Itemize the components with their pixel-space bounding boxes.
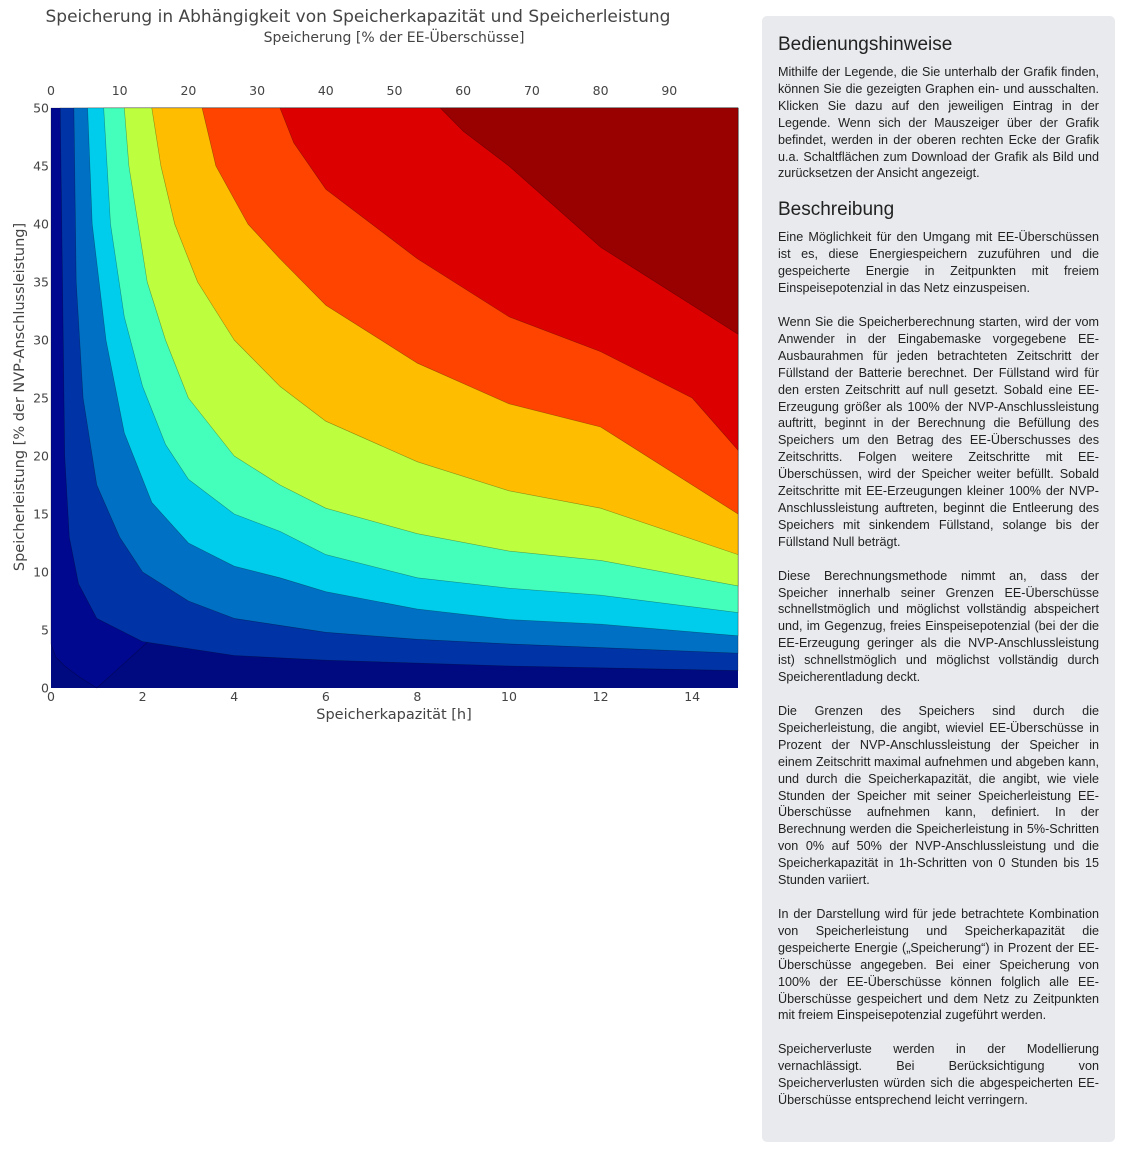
colorbar-tick-label: 0: [47, 83, 55, 98]
colorbar-ticks: [47, 83, 677, 98]
x-tick-label: 4: [230, 689, 239, 704]
contour-chart[interactable]: [0, 0, 755, 730]
x-tick-label: 12: [592, 689, 609, 704]
colorbar-tick-label: 80: [592, 83, 609, 98]
y-tick-label: 10: [33, 564, 49, 580]
y-tick-label: 5: [41, 622, 49, 638]
chart-title: Speicherung in Abhängigkeit von Speicherkapazität und Speicherleistung: [45, 7, 671, 27]
x-axis-title: Speicherkapazität [h]: [316, 707, 472, 723]
x-axis-ticks: [47, 689, 700, 704]
colorbar-tick-label: 30: [249, 83, 266, 98]
description-heading: Beschreibung: [778, 199, 895, 221]
colorbar-tick-label: 40: [317, 83, 334, 98]
x-tick-label: 6: [321, 689, 330, 704]
x-tick-label: 8: [413, 689, 422, 704]
description-paragraph-1: Eine Möglichkeit für den Umgang mit EE-Überschüssen ist es, diese Energiespeichern zuzuführen und die gespeicherte Energie in Zeitpunkten mit freiem Einspeisepotenzial in das Netz einzuspeisen.: [778, 230, 1099, 296]
colorbar-tick-label: 50: [386, 83, 403, 98]
instructions-heading: Bedienungshinweise: [778, 34, 953, 55]
y-tick-label: 15: [33, 506, 49, 522]
description-paragraph-4: Die Grenzen des Speichers sind durch die Speicherleistung, die angibt, wieviel EE-Überschüsse in Prozent der NVP-Anschlussleistung der Speicher in einem Zeitschritt maximal aufnehmen und abgeben kann, und durch die Speicherkapazität, die angibt, wie viele Stunden der Speicher mit seiner Speicherleistung EE-Überschüsse aufnehmen kann, definiert. In der Berechnung werden die Speicherleistung in 5%-Schritten von 0% auf 50% der NVP-Anschlussleistung und die Speicherkapazität in 1h-Schritten von 0 Stunden bis 15 Stunden variiert.: [778, 704, 1099, 888]
y-tick-label: 30: [33, 332, 49, 348]
description-paragraph-3: Diese Berechnungsmethode nimmt an, dass der Speicher innerhalb seiner Grenzen EE-Überschüsse schnellstmöglich und möglichst vollständig abspeichert und, im Gegenzug, freies Einspeisepotenzial (bei der die EE-Erzeugung geringer als die NVP-Anschlussleistung ist) schnellstmöglich und möglichst vollständig durch Speicherentladung deckt.: [778, 568, 1099, 685]
y-tick-label: 0: [41, 680, 49, 696]
colorbar-tick-label: 70: [523, 83, 540, 98]
colorbar-tick-label: 90: [661, 83, 678, 98]
x-tick-label: 10: [501, 689, 517, 704]
x-tick-label: 14: [684, 689, 701, 704]
colorbar-tick-label: 60: [455, 83, 472, 98]
y-axis-title: Speicherleistung [% der NVP-Anschlussleistung]: [12, 222, 28, 572]
description-paragraph-5: In der Darstellung wird für jede betrachtete Kombination von Speicherleistung und Speicherkapazität die gespeicherte Energie („Speicherung“) in Prozent der EE-Überschüsse angegeben. Bei einer Speicherung von 100% der EE-Überschüsse können folglich alle EE-Überschüsse gespeichert und dem Netz zu Zeitpunkten mit freiem Einspeisepotenzial zugeführt werden.: [778, 906, 1099, 1023]
colorbar-tick-label: 20: [180, 83, 197, 98]
colorbar-tick-label: 10: [111, 83, 128, 98]
instructions-text: Mithilfe der Legende, die Sie unterhalb der Grafik finden, können Sie die gezeigten Graphen ein- und ausschalten. Klicken Sie dazu auf den jeweiligen Eintrag in der Legende. Wenn sich der Mauszeiger über der Grafik befindet, werden in der oberen rechten Ecke der Grafik u.a. Schaltflächen zum Download der Grafik als Bild und zurücksetzen der Ansicht angezeigt.: [778, 65, 1099, 181]
contour-bands[interactable]: [51, 108, 738, 688]
description-paragraph-6: Speicherverluste werden in der Modellierung vernachlässigt. Bei Berücksichtigung von Speicherverlusten würden sich die abgespeicherten EE-Überschüsse entsprechend leicht verringern.: [778, 1042, 1099, 1108]
colorbar-title: Speicherung [% der EE-Überschüsse]: [263, 30, 525, 46]
info-panel: [762, 16, 1115, 1142]
y-axis-ticks: [33, 101, 49, 696]
y-tick-label: 25: [33, 390, 49, 406]
y-tick-label: 40: [33, 216, 49, 232]
description-paragraph-2: Wenn Sie die Speicherberechnung starten, wird der vom Anwender in der Eingabemaske vorgegebene EE-Ausbaurahmen für jeden betrachteten Zeitschritt der Füllstand der Batterie berechnet. Der Füllstand wird für den ersten Zeitschritt auf null gesetzt. Sobald eine EE-Erzeugung größer als 100% der NVP-Anschlussleistung auftritt, beginnt in der Berechnung die Befüllung des Speichers um den Betrag des EE-Überschusses des Zeitschritts. Folgen weitere Zeitschritte mit EE-Überschüssen, wird der Speicher weiter befüllt. Sobald Zeitschritte mit EE-Erzeugungen kleiner 100% der NVP-Anschlussleistung auftreten, beginnt die Entleerung des Speichers mit sinkendem Füllstand, solange bis der Füllstand Null beträgt.: [778, 314, 1099, 549]
y-tick-label: 50: [33, 100, 49, 116]
x-tick-label: 2: [138, 689, 147, 704]
y-tick-label: 35: [33, 274, 49, 290]
y-tick-label: 20: [33, 448, 49, 464]
x-tick-label: 0: [47, 689, 55, 704]
y-tick-label: 45: [33, 158, 49, 174]
plot-area[interactable]: [51, 108, 738, 688]
